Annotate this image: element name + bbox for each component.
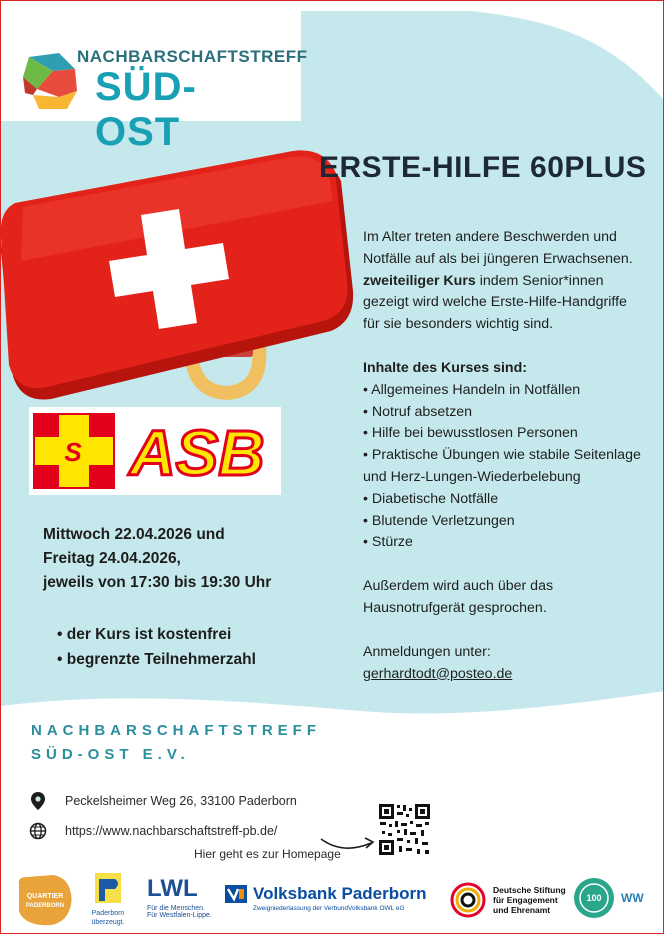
dsee-logo [449, 881, 566, 919]
volksbank-sub: Zweigniederlassung der VerbundVolksbank OWL eG [253, 905, 405, 912]
dsee-text-2: für Engagement [493, 895, 558, 905]
date-line-1: Mittwoch 22.04.2026 und [43, 526, 225, 543]
asb-logo-text: ASB [129, 417, 265, 489]
contents-heading [363, 358, 645, 380]
dsee-text-1: Deutsche Stiftung [493, 885, 566, 895]
registration-email-link[interactable]: gerhardtodt@posteo.de [363, 665, 513, 682]
registration-label: Anmeldungen unter: [363, 643, 491, 660]
extra-note: Außerdem wird auch über das Hausnotrufgerät gesprochen. [363, 578, 554, 616]
volksbank-logo [225, 885, 427, 912]
homepage-hint: Hier geht es zur Homepage [194, 847, 341, 861]
org-line-1: NACHBARSCHAFTSTREFF [31, 722, 321, 739]
colorful-map-icon [19, 49, 83, 113]
svg-text:QUARTIER: QUARTIER [26, 893, 64, 900]
location-pin-icon [29, 792, 47, 810]
svg-text:S: S [64, 437, 82, 467]
intro-paragraph [363, 227, 645, 336]
lwl-sub-1: Für die Menschen. [147, 905, 205, 912]
lwl-text: LWL [147, 875, 198, 902]
note-limited: • begrenzte Teilnehmerzahl [57, 651, 256, 668]
globe-icon [29, 822, 47, 840]
list-item: • Notruf absetzen [363, 403, 473, 420]
lwl-sub-2: Für Westfalen-Lippe. [147, 912, 212, 919]
svg-text:100: 100 [586, 893, 602, 903]
nachbarschaftstreff-logo [15, 39, 308, 154]
contents-heading-text: Inhalte des Kurses sind: [363, 359, 527, 376]
dsee-icon [449, 881, 487, 919]
course-notes [57, 622, 256, 672]
page-title: ERSTE-HILFE 60PLUS [319, 151, 647, 184]
organization-name [31, 719, 321, 767]
intro-bold: zweiteiliger Kurs [363, 272, 476, 289]
list-item: • Hilfe bei bewusstlosen Personen [363, 425, 578, 442]
asb-logo-graphic [29, 407, 281, 495]
org-line-2: SÜD-OST E.V. [31, 746, 190, 763]
paderborn-text-1: Paderborn [91, 910, 125, 917]
curved-arrow-icon [317, 829, 379, 855]
logo-top-text: NACHBARSCHAFTSTREFF [77, 47, 308, 66]
list-item: • Allgemeines Handeln in Notfällen [363, 381, 581, 398]
address-row [29, 792, 297, 810]
list-item: • Stürze [363, 534, 413, 551]
sponsor-logos [1, 867, 664, 933]
volksbank-icon [225, 885, 247, 903]
time-line: jeweils von 17:30 bis 19:30 Uhr [43, 574, 272, 591]
volksbank-text: Volksbank Paderborn [253, 884, 427, 903]
quartier-paderborn-logo [13, 871, 77, 929]
list-item: • Diabetische Notfälle [363, 490, 499, 507]
course-dates [43, 523, 271, 595]
qr-code[interactable] [377, 802, 432, 857]
dsee-text-3: und Ehrenamt [493, 905, 551, 915]
paderborn-logo [87, 869, 129, 931]
ww-badge-icon [573, 877, 615, 919]
address-text: Peckelsheimer Weg 26, 33100 Paderborn [65, 794, 297, 808]
lwl-logo [147, 877, 212, 919]
svg-text:PADERBORN: PADERBORN [25, 903, 65, 909]
intro-text-2: indem Senior*innen gezeigt wird welche Erste-Hilfe-Handgriffe für sie besonders wichtig sind. [363, 272, 627, 333]
note-free: • der Kurs ist kostenfrei [57, 626, 232, 643]
ww-text: WW [621, 891, 644, 905]
website-row [29, 822, 277, 840]
website-link[interactable]: https://www.nachbarschaftstreff-pb.de/ [65, 824, 278, 838]
course-description [363, 227, 645, 685]
list-item: • Blutende Verletzungen [363, 512, 515, 529]
date-line-2: Freitag 24.04.2026, [43, 550, 181, 567]
intro-text: Im Alter treten andere Beschwerden und Notfälle auf als bei jüngeren Erwachsenen. [363, 229, 633, 267]
first-aid-kit-icon [1, 141, 361, 401]
paderborn-text-2: überzeugt. [91, 919, 125, 926]
asb-logo [29, 407, 281, 495]
ww-logo [573, 877, 644, 919]
logo-main-text: SÜD-OST [95, 65, 197, 154]
list-item: • Praktische Übungen wie stabile Seitenlage und Herz-Lungen-Wiederbelebung [363, 447, 641, 485]
